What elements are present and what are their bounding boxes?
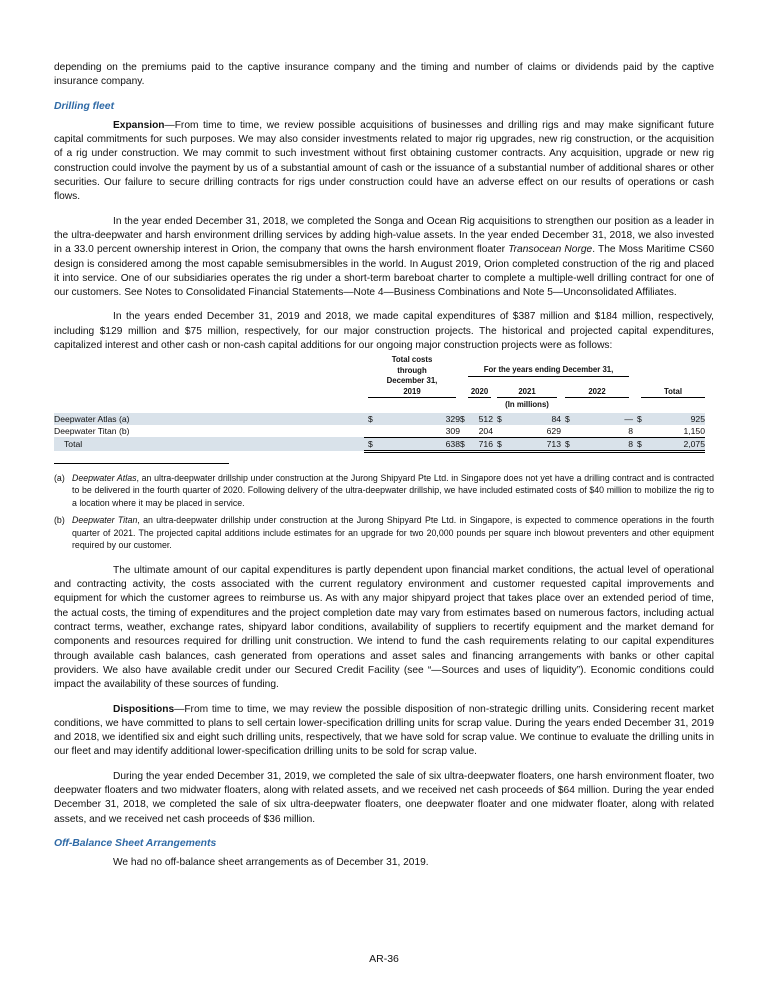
currency: $	[364, 437, 378, 451]
table-row	[54, 413, 705, 425]
footnote-a	[54, 472, 714, 510]
footnote-key: (b)	[54, 515, 65, 526]
header-total-costs: Total costs through December 31, 2019	[386, 355, 438, 396]
cell: 84	[513, 413, 561, 425]
expansion-paragraph	[54, 119, 714, 205]
expansion-text: —From time to time, we review possible acquisitions of businesses and drilling rigs and may make significant future capital commitments for such purposes. We may also consider investments related to major rig upgrades, new rig construction, or the acquisition of a rig under construction. We may commit to such investment without first obtaining customer contracts. Any acquisition, upgrade or new rig construction could involve the payment by us of a substantial amount of cash or the issuance of a substantial number of additional shares or other securities. Our failure to secure drilling contracts for rigs under construction could have an adverse effect on our results of operations or cash flows.	[54, 119, 714, 203]
acquisitions-paragraph	[54, 215, 714, 301]
currency: $	[460, 437, 470, 451]
row-label: Deepwater Atlas (a)	[54, 413, 364, 425]
construction-projects-table	[54, 355, 705, 453]
dispositions-lead: Dispositions	[113, 703, 175, 715]
cell: 638	[378, 437, 460, 451]
currency: $	[633, 437, 651, 451]
header-total-costs-wrap	[368, 355, 456, 398]
intro-paragraph: depending on the premiums paid to the captive insurance company and the timing and number of claims or dividends paid by the captive insurance company.	[54, 62, 714, 88]
cell: 716	[470, 437, 493, 451]
footnote-rig: Deepwater Titan	[72, 515, 138, 526]
currency: $	[493, 437, 513, 451]
currency: $	[633, 413, 651, 425]
cell: 329	[378, 413, 460, 425]
cell: 8	[581, 437, 633, 451]
footnote-key: (a)	[54, 472, 65, 483]
cell: 512	[470, 413, 493, 425]
table-row	[54, 425, 705, 438]
header-span: For the years ending December 31,	[468, 365, 629, 377]
cell: 2,075	[651, 437, 705, 451]
document-page	[54, 61, 714, 880]
cell: 309	[378, 425, 460, 438]
header-2020: 2020	[468, 387, 491, 399]
capex-paragraph: In the years ended December 31, 2019 and 2018, we made capital expenditures of $387 million and $184 million, respectively, including $129 million and $75 million, respectively, for our major construction projects. The historical and projected capital expenditures, capitalized interest and other cash or non-cash capital additions for our ongoing major construction projects were as follows:	[54, 311, 714, 352]
sales-paragraph: During the year ended December 31, 2019, we completed the sale of six ultra-deepwater floaters, one harsh environment floater, two deepwater floaters and two midwater floaters, along with related assets, and we received net cash proceeds of $64 million. During the year ended December 31, 2018, we completed the sale of six ultra-deepwater floaters, one deepwater floater and one midwater floater, along with related assets, and we received net cash proceeds of $36 million.	[54, 770, 714, 825]
header-2021: 2021	[497, 387, 557, 399]
table-row-total	[54, 437, 705, 451]
capex-funding-paragraph: The ultimate amount of our capital expenditures is partly dependent upon financial market conditions, the actual level of operational and contracting activity, the costs associated with the current regulatory environment and customer requested capital improvements and equipment for which the customer agrees to reimburse us. As with any major shipyard project that takes place over an extended period of time, the actual costs, the timing of expenditures and the project completion date may vary from estimates based on numerous factors, including actual contract terms, weather, exchange rates, shipyard labor conditions, availability of suppliers to recertify equipment and the market demand for components and resources required for drilling unit construction. We intend to fund the cash requirements relating to our capital expenditures through available cash balances, cash generated from operations and asset sales and financing arrangements with banks or other capital providers. We also have available credit under our Secured Credit Facility (see “—Sources and uses of liquidity”). Economic conditions could impact the availability of these sources of funding.	[54, 564, 714, 691]
page-number: AR-36	[369, 953, 399, 965]
cell: —	[581, 413, 633, 425]
header-total-costs-cell	[364, 355, 460, 398]
currency: $	[561, 413, 581, 425]
currency: $	[561, 437, 581, 451]
footnote-text: , an ultra-deepwater drillship under construction at the Jurong Shipyard Pte Ltd. in Singapore, is expected to commence operations in the fourth quarter of 2021. The projected capital additions include estimates for an upgrade for two 20,000 pounds per square inch blowout preventers and other equipment required by our customer.	[72, 515, 714, 551]
cell: 925	[651, 413, 705, 425]
dispositions-paragraph	[54, 703, 714, 760]
currency: $	[493, 413, 513, 425]
drilling-fleet-heading: Drilling fleet	[54, 100, 115, 112]
header-total: Total	[641, 387, 705, 399]
cell: 713	[513, 437, 561, 451]
currency: $	[364, 413, 378, 425]
row-label: Deepwater Titan (b)	[54, 426, 130, 437]
header-2022: 2022	[565, 387, 629, 399]
footnote-text: , an ultra-deepwater drillship under construction at the Jurong Shipyard Pte Ltd. in Singapore does not yet have a drilling contract and is contracted to be delivered in the fourth quarter of 2020. Following delivery of the ultra-deepwater drillship, we have included estimated costs of $40 million to mobilize the rig to a location where it may be placed in service.	[72, 472, 714, 508]
rig-name: Transocean Norge	[508, 244, 593, 256]
footnote-rig: Deepwater Atlas	[72, 472, 137, 483]
footnote-b	[54, 514, 714, 552]
expansion-lead: Expansion	[113, 119, 165, 131]
cell: 629	[513, 425, 561, 438]
off-balance-heading: Off-Balance Sheet Arrangements	[54, 837, 217, 849]
currency: $	[460, 413, 470, 425]
acquisitions-text-b: . The Moss Maritime CS60 design is considered among the most capable semisubmersibles in the world. In August 2019, Orion completed construction of the rig and placed it into service. One of our subsidiaries operates the rig under a short-term bareboat charter to complete a multiple-well drilling contract for one of our customers. See Notes to Consolidated Financial Statements—Note 4—Business Combinations and Note 5—Unconsolidated Affiliates.	[54, 244, 715, 299]
units-label: (In millions)	[505, 400, 549, 410]
cell: 204	[470, 425, 493, 438]
dispositions-text: —From time to time, we may review the possible disposition of non-strategic drilling units. Considering recent market conditions, we have committed to plans to sell certain lower-specification drilling units for scrap value. During the years ended December 31, 2019 and 2018, we identified six and eight such drilling units, respectively, that we have sold for scrap value. We continue to evaluate the drilling units in our fleet and may identify additional lower-specification drilling units to be sold for scrap value.	[54, 703, 714, 758]
off-balance-paragraph: We had no off-balance sheet arrangements as of December 31, 2019.	[113, 857, 429, 869]
row-label: Total	[54, 437, 364, 451]
cell: 8	[581, 425, 633, 438]
footnote-divider	[54, 463, 229, 464]
acquisitions-text-a: In the year ended December 31, 2018, we completed the Songa and Ocean Rig acquisitions to strengthen our position as a leader in the ultra-deepwater and harsh environment drilling services by adding high-value assets. In the year ended December 31, 2018, we also invested in a 33.0 percent ownership interest in Orion, the company that owns the harsh environment floater	[54, 215, 714, 256]
cell: 1,150	[651, 425, 705, 438]
